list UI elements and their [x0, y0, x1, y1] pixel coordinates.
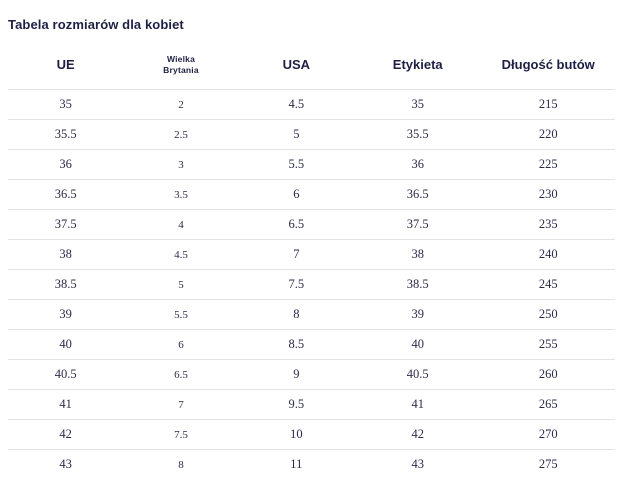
cell-r10-c1: 7	[123, 390, 238, 420]
table-row	[8, 270, 615, 300]
cell-r5-c3: 38	[354, 240, 481, 270]
cell-r0-c2: 4.5	[288, 97, 305, 112]
cell-r4-c3: 37.5	[354, 210, 481, 240]
table-row	[8, 330, 615, 360]
cell-r9-c2: 9	[239, 360, 354, 390]
cell-r4-c0: 37.5	[8, 210, 123, 240]
cell-r5-c4: 240	[481, 240, 615, 270]
table-row	[8, 120, 615, 150]
cell-r4-c1: 4	[123, 210, 238, 240]
cell-r10-c3: 41	[354, 390, 481, 420]
cell-r0-c0: 35	[59, 97, 72, 112]
table-row	[8, 420, 615, 450]
table-row	[8, 180, 615, 210]
cell-r3-c4: 230	[481, 180, 615, 210]
cell-r0-c3: 35	[411, 97, 424, 112]
cell-r2-c1: 3	[123, 150, 238, 180]
cell-r2-c2: 5.5	[239, 150, 354, 180]
table-body	[8, 90, 615, 479]
column-header-4: Długość butów	[481, 50, 615, 90]
cell-r6-c0: 38.5	[8, 270, 123, 300]
cell-r5-c2: 7	[239, 240, 354, 270]
cell-r10-c4: 265	[481, 390, 615, 420]
page-title: Tabela rozmiarów dla kobiet	[8, 17, 184, 32]
cell-r11-c4: 270	[481, 420, 615, 450]
cell-r7-c2: 8	[239, 300, 354, 330]
cell-r4-c4: 235	[481, 210, 615, 240]
table-row	[8, 300, 615, 330]
cell-r6-c1: 5	[123, 270, 238, 300]
cell-r10-c2: 9.5	[239, 390, 354, 420]
column-header-0: UE	[8, 50, 123, 90]
cell-r3-c0: 36.5	[8, 180, 123, 210]
cell-r12-c3: 43	[354, 450, 481, 479]
cell-r1-c0: 35.5	[8, 120, 123, 150]
cell-r8-c2: 8.5	[239, 330, 354, 360]
cell-r9-c3: 40.5	[354, 360, 481, 390]
cell-r1-c1: 2.5	[123, 120, 238, 150]
table-row	[8, 450, 615, 479]
cell-r7-c1: 5.5	[123, 300, 238, 330]
cell-r3-c2: 6	[239, 180, 354, 210]
cell-r9-c4: 260	[481, 360, 615, 390]
cell-r11-c3: 42	[354, 420, 481, 450]
table-row	[8, 390, 615, 420]
header-row	[8, 50, 615, 90]
cell-r2-c4: 225	[481, 150, 615, 180]
table-row	[8, 210, 615, 240]
cell-r1-c4: 220	[481, 120, 615, 150]
table-row	[8, 150, 615, 180]
cell-r1-c3: 35.5	[354, 120, 481, 150]
cell-r12-c4: 275	[481, 450, 615, 479]
cell-r6-c3: 38.5	[354, 270, 481, 300]
column-header-2: USA	[239, 50, 354, 90]
cell-r7-c0: 39	[8, 300, 123, 330]
cell-r3-c3: 36.5	[354, 180, 481, 210]
cell-r8-c3: 40	[354, 330, 481, 360]
table-header	[8, 50, 615, 90]
cell-r7-c3: 39	[354, 300, 481, 330]
cell-r1-c2: 5	[239, 120, 354, 150]
cell-r5-c0: 38	[8, 240, 123, 270]
cell-r9-c0: 40.5	[8, 360, 123, 390]
cell-r8-c4: 255	[481, 330, 615, 360]
size-table-container	[0, 50, 623, 479]
table-row	[8, 240, 615, 270]
cell-r12-c0: 43	[8, 450, 123, 479]
cell-r6-c2: 7.5	[239, 270, 354, 300]
cell-r10-c0: 41	[8, 390, 123, 420]
cell-r2-c0: 36	[8, 150, 123, 180]
size-table	[8, 50, 615, 479]
column-header-1: Wielka Brytania	[123, 50, 238, 90]
cell-r8-c0: 40	[8, 330, 123, 360]
cell-r6-c4: 245	[481, 270, 615, 300]
table-row	[8, 90, 615, 120]
cell-r11-c1: 7.5	[123, 420, 238, 450]
cell-r0-c4: 215	[538, 97, 558, 112]
cell-r7-c4: 250	[481, 300, 615, 330]
cell-r12-c1: 8	[123, 450, 238, 479]
cell-r11-c2: 10	[239, 420, 354, 450]
cell-r12-c2: 11	[239, 450, 354, 479]
cell-r5-c1: 4.5	[123, 240, 238, 270]
cell-r0-c1: 2	[178, 98, 184, 111]
cell-r11-c0: 42	[8, 420, 123, 450]
table-row	[8, 360, 615, 390]
cell-r8-c1: 6	[123, 330, 238, 360]
cell-r4-c2: 6.5	[239, 210, 354, 240]
cell-r2-c3: 36	[354, 150, 481, 180]
column-header-3: Etykieta	[354, 50, 481, 90]
cell-r9-c1: 6.5	[123, 360, 238, 390]
cell-r3-c1: 3.5	[123, 180, 238, 210]
